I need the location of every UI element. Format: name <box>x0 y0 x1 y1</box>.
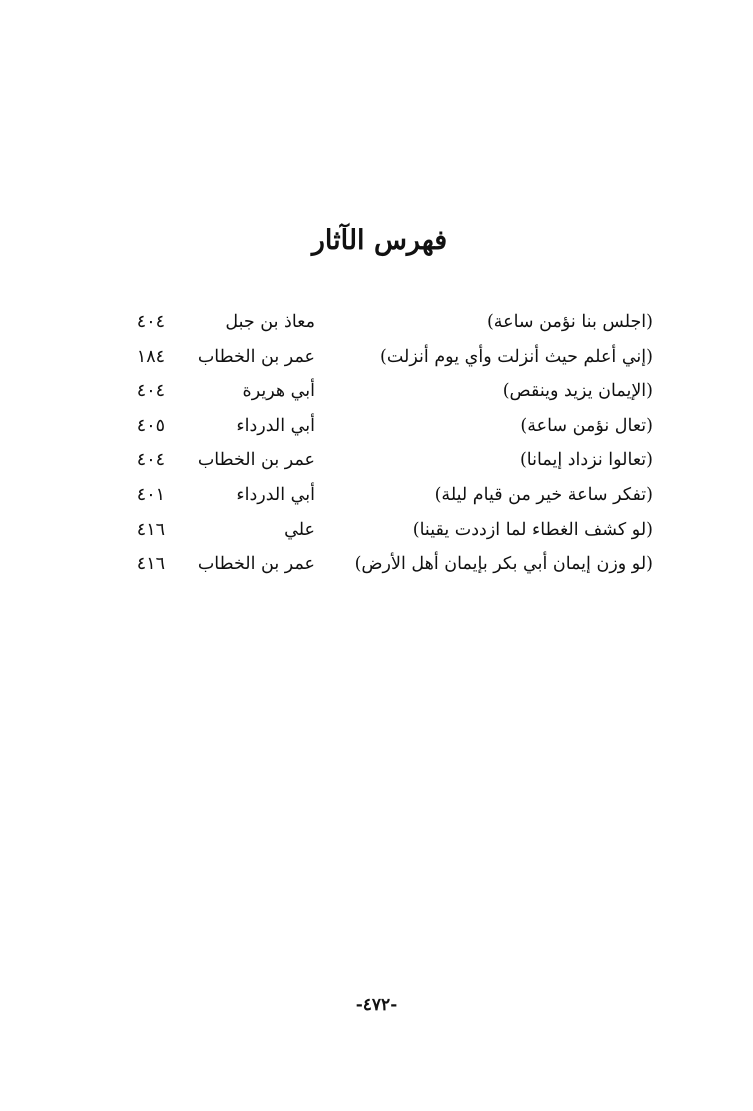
athar-text: (إني أعلم حيث أنزلت وأي يوم أنزلت) <box>380 346 653 367</box>
list-item <box>93 478 653 513</box>
athar-text: (لو كشف الغطاء لما ازددت يقينا) <box>412 519 653 540</box>
list-item <box>93 547 653 582</box>
page-title: فهرس الآثار <box>311 225 448 256</box>
athar-index-list <box>93 305 653 582</box>
page-number: ٤١٦ <box>136 519 165 540</box>
narrator-name: عمر بن الخطاب <box>197 346 315 367</box>
list-item <box>93 513 653 548</box>
list-item <box>93 409 653 444</box>
narrator-name: عمر بن الخطاب <box>197 450 315 471</box>
page-number: ٤٠٤ <box>136 450 165 471</box>
page-number: ٤٠٤ <box>136 381 165 402</box>
athar-text: (تفكر ساعة خير من قيام ليلة) <box>434 484 653 505</box>
list-item <box>93 305 653 340</box>
athar-text: (اجلس بنا نؤمن ساعة) <box>486 312 653 332</box>
narrator-name: أبي هريرة <box>242 381 315 402</box>
page-number: ٤٠١ <box>136 484 165 505</box>
list-item <box>93 443 653 478</box>
narrator-name: معاذ بن جبل <box>225 312 315 332</box>
list-item <box>93 374 653 409</box>
athar-text: (تعالوا نزداد إيمانا) <box>519 450 653 471</box>
narrator-name: أبي الدرداء <box>236 415 315 436</box>
page-number: ٤٠٤ <box>136 312 165 332</box>
athar-text: (تعال نؤمن ساعة) <box>520 415 653 436</box>
athar-text: (لو وزن إيمان أبي بكر بإيمان أهل الأرض) <box>354 554 653 575</box>
page-number: ١٨٤ <box>136 346 165 367</box>
athar-text: (الإيمان يزيد وينقص) <box>502 381 653 402</box>
page-number: ٤١٦ <box>136 554 165 575</box>
narrator-name: علي <box>284 519 315 540</box>
narrator-name: أبي الدرداء <box>236 484 315 505</box>
page-number: ٤٠٥ <box>136 415 165 436</box>
page-footer-number: -٤٧٢- <box>355 995 398 1015</box>
narrator-name: عمر بن الخطاب <box>197 554 315 575</box>
list-item <box>93 340 653 375</box>
